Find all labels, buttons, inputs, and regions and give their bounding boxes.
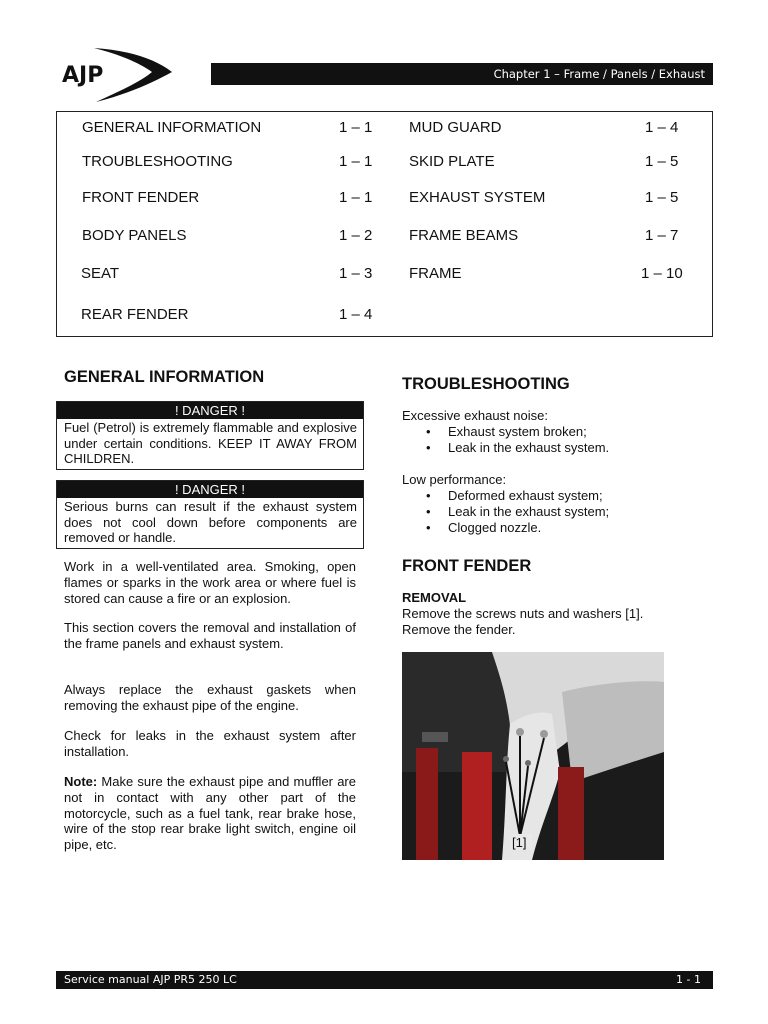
- toc-item-page: 1 – 5: [645, 153, 679, 170]
- chapter-title-bar: Chapter 1 – Frame / Panels / Exhaust: [211, 63, 713, 85]
- toc-item-page: 1 – 1: [339, 153, 373, 170]
- danger-box-burns: [56, 480, 364, 549]
- danger-box-fuel: [56, 401, 364, 470]
- note-text: Make sure the exhaust pipe and muffler are not in contact with any other part of the motorcycle, such as a fuel tank, rear brake hose, wire of the stop rear brake light switch, engine oil pipe, etc.: [64, 774, 356, 853]
- paragraph-ventilation: Work in a well-ventilated area. Smoking, open flames or sparks in the work area or where fuel is stored can cause a fire or an explosion.: [64, 559, 356, 606]
- note-paragraph: [64, 774, 356, 853]
- troubleshooting-performance: [402, 472, 702, 536]
- toc-item-title: SKID PLATE: [409, 153, 495, 170]
- toc-item-title: SEAT: [81, 265, 120, 282]
- list-item: • Deformed exhaust system;: [402, 488, 702, 504]
- table-of-contents: [56, 111, 713, 337]
- toc-item-page: 1 – 1: [339, 119, 373, 136]
- toc-item-title: MUD GUARD: [409, 119, 502, 136]
- danger-title: ! DANGER !: [57, 481, 363, 498]
- front-fender-photo: [402, 652, 664, 860]
- list-item: • Clogged nozzle.: [402, 520, 702, 536]
- toc-item-title: FRONT FENDER: [82, 189, 200, 206]
- paragraph-gaskets: Always replace the exhaust gaskets when removing the exhaust pipe of the engine.: [64, 682, 356, 713]
- troubleshooting-heading: TROUBLESHOOTING: [402, 375, 570, 393]
- toc-item-page: 1 – 1: [339, 189, 373, 206]
- toc-item-title: TROUBLESHOOTING: [82, 153, 233, 170]
- toc-item-page: 1 – 7: [645, 227, 679, 244]
- removal-subheading: REMOVAL: [402, 590, 467, 605]
- performance-list: [402, 488, 702, 536]
- paragraph-section-scope: This section covers the removal and installation of the frame panels and exhaust system.: [64, 620, 356, 651]
- toc-item-page: 1 – 5: [645, 189, 679, 206]
- removal-step-1: Remove the screws nuts and washers [1].: [402, 606, 644, 621]
- footer-manual-title: Service manual AJP PR5 250 LC: [64, 973, 237, 986]
- list-item: • Exhaust system broken;: [402, 424, 702, 440]
- performance-label: Low performance:: [402, 472, 507, 487]
- danger-text: Serious burns can result if the exhaust system does not cool down before components are removed or handle.: [64, 499, 357, 545]
- removal-step-2: Remove the fender.: [402, 622, 516, 637]
- noise-label: Excessive exhaust noise:: [402, 408, 548, 423]
- toc-item-title: FRAME: [409, 265, 462, 282]
- danger-title: ! DANGER !: [57, 402, 363, 419]
- noise-list: [402, 424, 702, 456]
- toc-item-page: 1 – 4: [339, 306, 373, 323]
- toc-item-page: 1 – 2: [339, 227, 373, 244]
- list-item: • Leak in the exhaust system.: [402, 440, 702, 456]
- toc-item-title: FRAME BEAMS: [409, 227, 519, 244]
- note-label: Note:: [64, 774, 98, 789]
- svg-text:AJP: AJP: [62, 63, 104, 88]
- toc-item-title: REAR FENDER: [81, 306, 189, 323]
- troubleshooting-noise: [402, 408, 702, 456]
- page-number: 1 - 1: [676, 973, 701, 986]
- ajp-logo: [56, 42, 176, 104]
- list-item: • Leak in the exhaust system;: [402, 504, 702, 520]
- toc-item-page: 1 – 10: [641, 265, 683, 282]
- toc-item-page: 1 – 3: [339, 265, 373, 282]
- general-information-heading: GENERAL INFORMATION: [64, 368, 265, 386]
- callout-label: [1]: [512, 835, 527, 850]
- danger-text: Fuel (Petrol) is extremely flammable and explosive under certain conditions. KEEP IT AWAY FROM CHILDREN.: [64, 420, 357, 466]
- toc-item-page: 1 – 4: [645, 119, 679, 136]
- paragraph-leaks: Check for leaks in the exhaust system after installation.: [64, 728, 356, 759]
- toc-item-title: GENERAL INFORMATION: [82, 119, 262, 136]
- footer-bar: [56, 971, 713, 989]
- toc-item-title: BODY PANELS: [82, 227, 187, 244]
- front-fender-heading: FRONT FENDER: [402, 557, 532, 575]
- toc-item-title: EXHAUST SYSTEM: [409, 189, 546, 206]
